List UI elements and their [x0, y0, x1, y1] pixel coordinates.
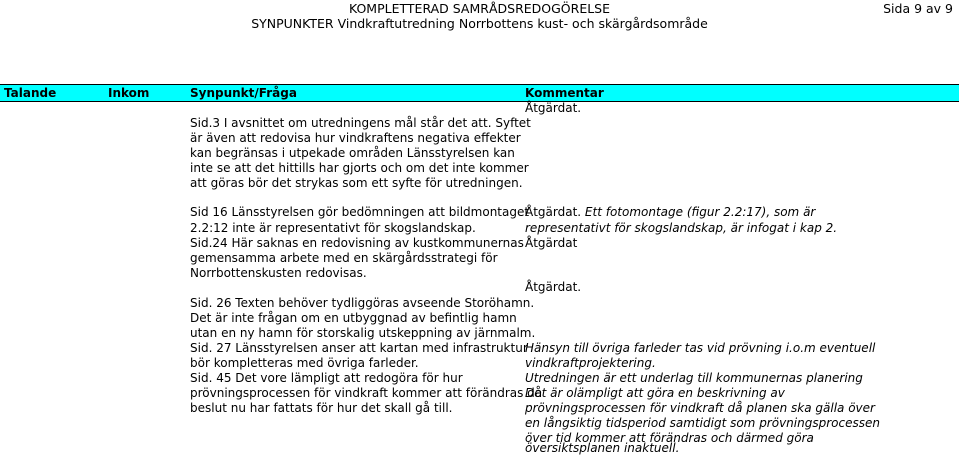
block3-kommentar-atgardat: Åtgärdat. [525, 280, 582, 294]
block2-kommentar-italic-1: Ett fotomontage (figur 2.2:17), som är [581, 205, 816, 219]
block2-line-3: Sid.24 Här saknas en redovisning av kustkommunernas [190, 236, 524, 250]
col-synpunkt: Synpunkt/Fråga [190, 86, 297, 100]
block3-kommentar-line-1: Hänsyn till övriga farleder tas vid prövning i.o.m eventuell [525, 341, 876, 355]
block1-line-2: är även att redovisa hur vindkraftens negativa effekter [190, 131, 521, 145]
block3-kommentar-line-8: översiktsplanen inaktuell. [525, 441, 680, 455]
block3-line-7: prövningsprocessen för vindkraft kommer att förändras då [190, 386, 543, 400]
block3-kommentar-line-7: över tid kommer att förändras och därmed göra [525, 431, 814, 445]
block3-kommentar-line-3: Utredningen är ett underlag till kommunernas planering [525, 371, 863, 385]
table-header [0, 85, 959, 101]
col-kommentar: Kommentar [525, 86, 604, 100]
block3-line-3: utan en ny hamn för storskalig utskeppning av järnmalm. [190, 326, 536, 340]
block2-kommentar-3: Åtgärdat [525, 236, 578, 250]
block1-line-5: att göras bör det strykas som ett syfte för utredningen. [190, 176, 523, 190]
page-number: Sida 9 av 9 [883, 1, 953, 16]
block3-line-6: Sid. 45 Det vore lämpligt att redogöra för hur [190, 371, 463, 385]
block3-line-1: Sid. 26 Texten behöver tydliggöras avseende Storöhamn. [190, 296, 535, 310]
block2-line-5: Norrbottenskusten redovisas. [190, 266, 367, 280]
header-bottom-rule [0, 101, 959, 102]
block1-kommentar: Åtgärdat. [525, 101, 582, 115]
block1-line-3: kan begränsas i utpekade områden Länsstyrelsen kan [190, 146, 515, 160]
block3-kommentar-line-6: en långsiktig tidsperiod samtidigt som prövningsprocessen [525, 416, 880, 430]
block3-line-2: Det är inte frågan om en utbyggnad av befintlig hamn [190, 311, 517, 325]
block3-kommentar-line-2: vindkraftprojektering. [525, 356, 656, 370]
block3-kommentar-line-5: prövningsprocessen för vindkraft då planen ska gälla över [525, 401, 875, 415]
block2-kommentar-prefix: Åtgärdat. [525, 205, 582, 219]
block2-line-1: Sid 16 Länsstyrelsen gör bedömningen att bildmontaget [190, 205, 530, 219]
block1-line-1: Sid.3 I avsnittet om utredningens mål står det att. Syftet [190, 116, 531, 130]
col-inkom: Inkom [108, 86, 150, 100]
block3-line-8: beslut nu har fattats för hur det skall gå till. [190, 401, 453, 415]
block2-line-2: 2.2:12 inte är representativt för skogslandskap. [190, 221, 476, 235]
block3-line-4: Sid. 27 Länsstyrelsen anser att kartan med infrastruktur [190, 341, 528, 355]
block2-line-4: gemensamma arbete med en skärgårdsstrategi för [190, 251, 498, 265]
block3-line-5: bör kompletteras med övriga farleder. [190, 356, 419, 370]
block2-kommentar-1 [525, 205, 815, 220]
col-talande: Talande [4, 86, 57, 100]
block2-kommentar-2: representativt för skogslandskap, är infogat i kap 2. [525, 221, 838, 235]
block1-line-4: inte se att det hittills har gjorts och om det inte kommer [190, 161, 529, 175]
document-subtitle: SYNPUNKTER Vindkraftutredning Norrbottens kust- och skärgårdsområde [251, 16, 708, 31]
document-title: KOMPLETTERAD SAMRÅDSREDOGÖRELSE [348, 1, 611, 16]
block3-kommentar-line-4: Det är olämpligt att göra en beskrivning av [525, 386, 785, 400]
